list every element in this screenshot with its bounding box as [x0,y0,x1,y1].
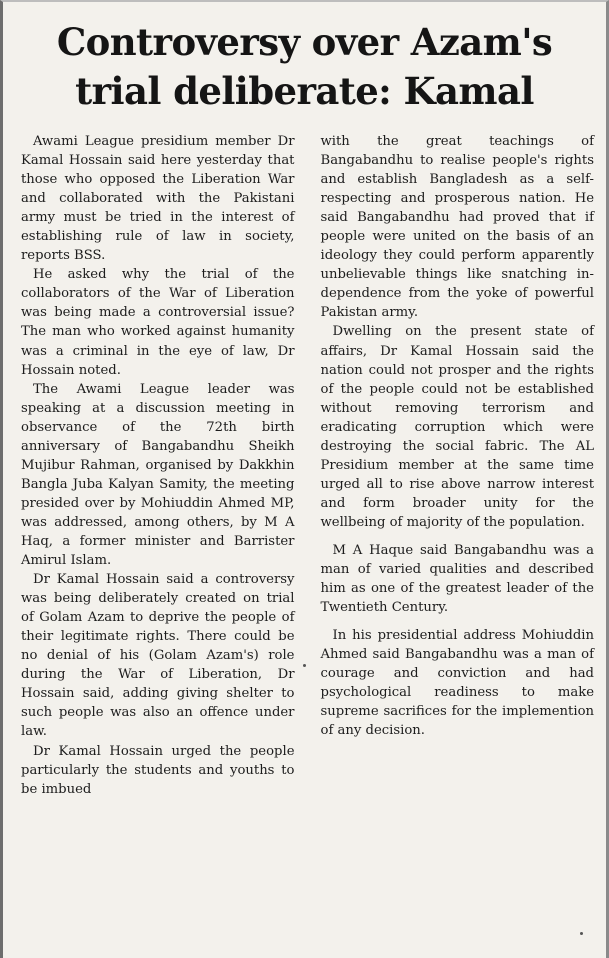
paragraph: M A Haque said Bangabandhu was a man of varied qualities and described him as one of the greatest leader of the Twentieth Century. [320,542,594,616]
column-left [21,132,295,952]
ink-speck [580,932,583,935]
paragraph: The Awami League leader was speaking at a discussion meeting in observance of the 72th birth anniversary of Bangabandhu Sheikh Mujibur Rahman, organised by Dakkhin Bangla Juba Kalyan Samity, the meeting presided over by Mohiuddin Ahmed MP, was addressed, among others, by M A Haq, a former minister and Barrister Amirul Islam. [21,381,295,569]
paragraph: In his presidential address Mohiuddin Ahmed said Bangabandhu was a man of courage and conviction and had psychological readiness to make supreme sacrifices for the implemention of any decision. [320,628,594,739]
paragraph: He asked why the trial of the collaborators of the War of Liberation was being made a controversial issue? The man who worked against humanity was a criminal in the eye of law, Dr Hossain noted. [21,267,295,378]
article-body [21,132,594,952]
paragraph-continued: with the great teachings of Bangabandhu to realise people's rights and establish Bangladesh as a self-respecting and prosperous nation. He said Bangabandhu had proved that if people were united on the basis of an ideology they could perform apparently unbelievable things like snatching independence from the yoke of powerful Pakistan army. [320,134,594,321]
paragraph: Dwelling on the present state of affairs, Dr Kamal Hossain said the nation could not prosper and the rights of the people could not be established without removing terrorism and eradicating corruption which were destroying the social fabric. The AL Presidium member at the same time urged all to rise above narrow interest and form broader unity for the wellbeing of majority of the population. [320,324,594,530]
headline-line-1: Controversy over Azam's [56,20,553,64]
paragraph: Dr Kamal Hossain said a controversy was being deliberately created on trial of Golam Azam to deprive the people of their legitimate rights. There could be no denial of his (Golam Azam's) role during the War of Liberation, Dr Hossain said, adding giving shelter to such people was also an offence under law. [21,572,295,740]
paragraph: Dr Kamal Hossain urged the people particularly the students and youths to be imbued [21,743,295,797]
headline [17,18,592,116]
headline-line-2: trial deliberate: Kamal [75,69,534,113]
ink-speck [303,664,306,667]
column-right [321,132,595,952]
paragraph: Awami League presidium member Dr Kamal Hossain said here yesterday that those who opposed the Liberation War and collaborated with the Pakistani army must be tried in the interest of establishing rule of law in society, reports BSS. [21,134,295,264]
